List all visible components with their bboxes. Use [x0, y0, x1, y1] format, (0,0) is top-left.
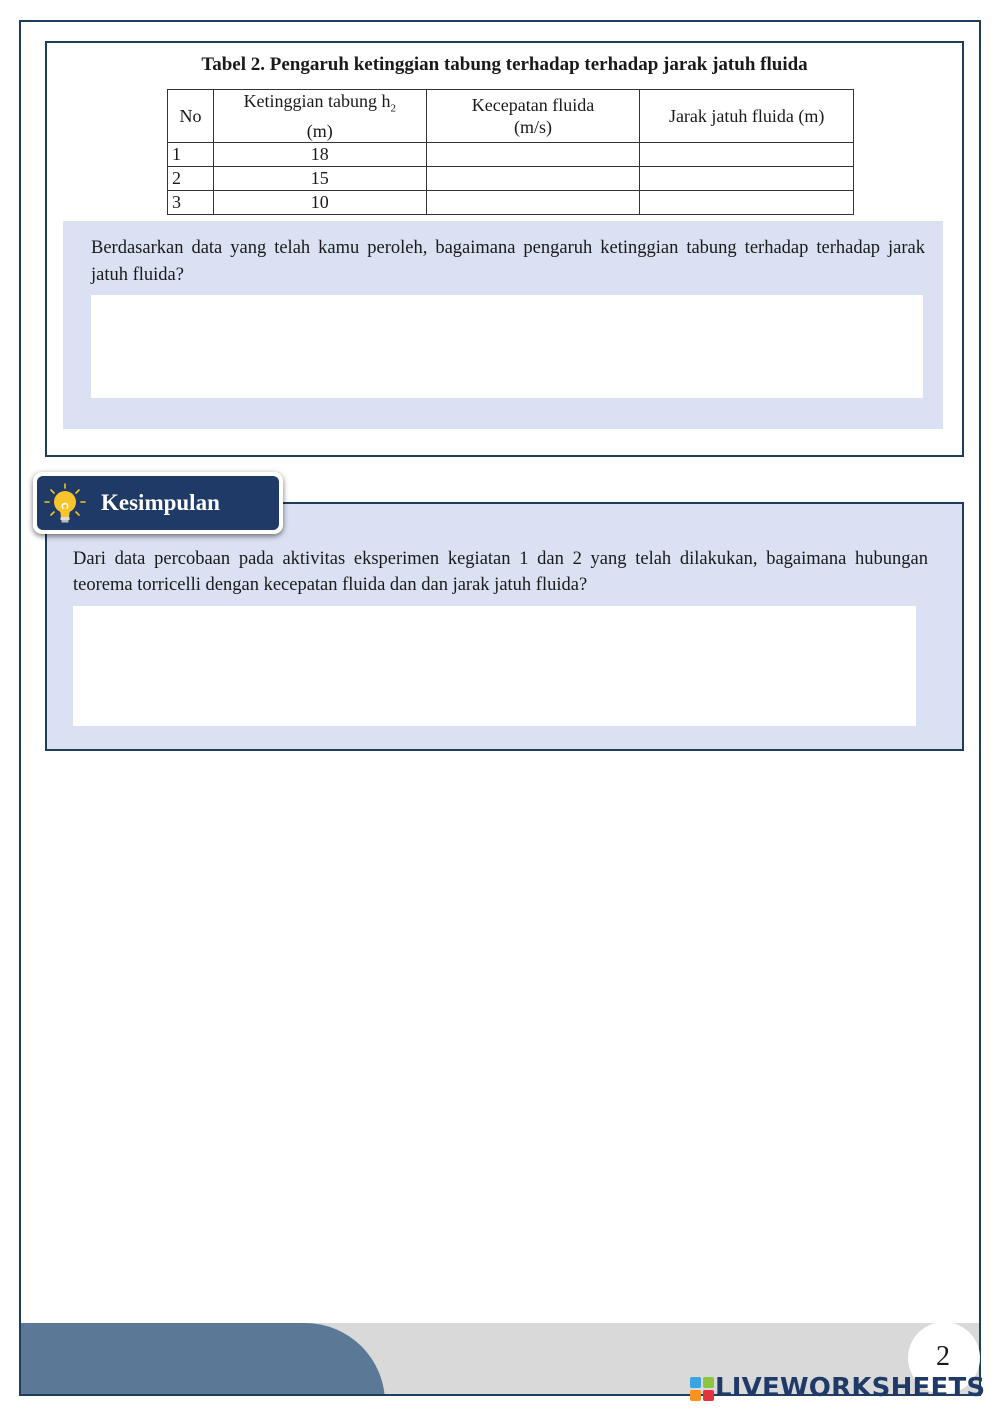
- header-distance: Jarak jatuh fluida (m): [640, 90, 854, 143]
- question-text: Berdasarkan data yang telah kamu peroleh, bagaimana pengaruh ketinggian tabung terhadap terhadap jarak jatuh fluida?: [91, 238, 925, 285]
- cell-no: 3: [168, 190, 214, 214]
- cell-distance-input[interactable]: [640, 190, 854, 214]
- cell-distance-input[interactable]: [640, 142, 854, 166]
- cell-no: 1: [168, 142, 214, 166]
- conclusion-answer-input[interactable]: [73, 606, 916, 726]
- cell-height: 15: [213, 166, 426, 190]
- table-section: [45, 41, 964, 457]
- header-no: No: [168, 90, 214, 143]
- badge-title: Kesimpulan: [101, 490, 220, 515]
- answer-input[interactable]: [91, 295, 923, 398]
- lightbulb-icon: [43, 482, 87, 526]
- header-velocity-unit: (m/s): [514, 116, 552, 137]
- page-number: 2: [936, 1341, 950, 1372]
- cell-height: 10: [213, 190, 426, 214]
- cell-height: 18: [213, 142, 426, 166]
- table-row: [168, 190, 854, 214]
- header-height-unit: (m): [306, 120, 333, 141]
- badge-background: [37, 476, 279, 530]
- cell-velocity-input[interactable]: [426, 190, 640, 214]
- header-height: [213, 90, 426, 143]
- header-velocity-label: Kecepatan fluida: [471, 94, 595, 115]
- header-height-label: Ketinggian tabung h: [243, 91, 391, 111]
- conclusion-question: Dari data percobaan pada aktivitas eksperimen kegiatan 1 dan 2 yang telah dilakukan, bagaimana hubungan teorema torricelli dengan kecepatan fluida dan dan jarak jatuh fluida?: [73, 549, 928, 595]
- table-row: [168, 166, 854, 190]
- question-panel: [63, 221, 943, 429]
- footer-decoration: [21, 1323, 385, 1394]
- table-row: [168, 142, 854, 166]
- conclusion-section: [45, 502, 964, 751]
- conclusion-badge: [33, 472, 283, 534]
- cell-distance-input[interactable]: [640, 166, 854, 190]
- header-velocity: [426, 90, 640, 143]
- watermark-text: LIVEWORKSHEETS: [715, 1373, 986, 1403]
- header-height-subscript: 2: [390, 102, 397, 115]
- liveworksheets-logo-icon: [690, 1377, 714, 1401]
- cell-no: 2: [168, 166, 214, 190]
- cell-velocity-input[interactable]: [426, 142, 640, 166]
- cell-velocity-input[interactable]: [426, 166, 640, 190]
- table-caption: Tabel 2. Pengaruh ketinggian tabung terhadap terhadap jarak jatuh fluida: [201, 54, 808, 75]
- table-header-row: [168, 90, 854, 143]
- data-table: [167, 89, 854, 215]
